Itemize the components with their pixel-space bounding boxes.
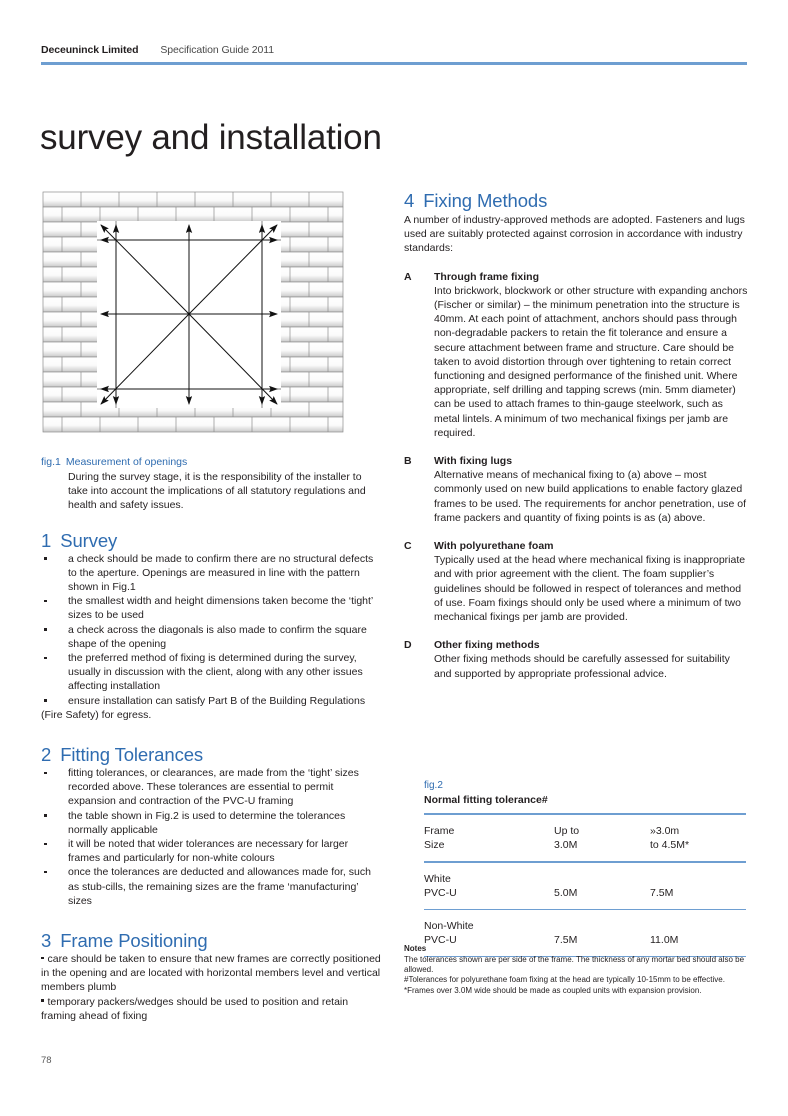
list-item	[41, 623, 381, 651]
header-company-name: Deceuninck Limited	[41, 44, 139, 56]
fixing-method-c	[404, 539, 748, 624]
list-item-text: ensure installation can satisfy Part B of the Building Regulations	[68, 694, 366, 707]
fig1-title: Measurement of openings	[65, 456, 188, 468]
section-survey-trailing-text: (Fire Safety) for egress.	[41, 708, 152, 721]
paragraph-text: temporary packers/wedges should be used to position and retain framing ahead of fixing	[41, 995, 349, 1022]
measurement-arrows	[101, 225, 277, 404]
list-item-text: it will be noted that wider tolerances are necessary for larger frames and particularly for non-white colours	[68, 838, 349, 865]
bullet-dot-icon	[44, 657, 47, 660]
table-cell-non-white-up-to-3m: 7.5M	[554, 934, 578, 946]
section-survey-heading	[41, 530, 381, 552]
section-tolerances-bullets	[41, 766, 381, 908]
bullet-dot-icon	[44, 772, 47, 775]
table-cell-white-over-3m: 7.5M	[650, 887, 674, 899]
bullet-dot-icon	[44, 843, 47, 846]
note-line: The tolerances shown are per side of the frame. The thickness of any mortar bed should also be allowed.	[404, 955, 745, 975]
note-line: *Frames over 3.0M wide should be made as coupled units with expansion provision.	[404, 985, 702, 995]
header-line-2: 3.0M	[554, 839, 578, 851]
section-positioning-heading	[41, 930, 381, 952]
list-item	[41, 766, 381, 809]
list-item	[41, 552, 381, 595]
page-number: 78	[41, 1055, 52, 1066]
section-fixing-title: Fixing Methods	[423, 190, 548, 211]
note-line: #Tolerances for polyurethane foam fixing at the head are typically 10-15mm to be effective.	[404, 975, 725, 985]
section-survey-title: Survey	[60, 529, 118, 551]
header-divider-rule	[41, 62, 747, 65]
fig1-tag: fig.1	[41, 456, 61, 468]
fig2-tolerance-table-block	[424, 779, 746, 957]
section-positioning-para-1	[41, 952, 381, 995]
section-positioning-title: Frame Positioning	[60, 930, 208, 952]
bullet-dot-icon	[44, 600, 47, 603]
list-item-text: the preferred method of fixing is determined during the survey, usually in discussion with the client, along with any other issues affecting installation	[68, 652, 363, 693]
fig2-tag: fig.2	[424, 780, 443, 791]
section-fixing-heading	[404, 190, 748, 212]
section-fitting-tolerances	[41, 744, 381, 908]
section-positioning-number: 3	[41, 930, 52, 952]
cell-line-1: Non-White	[424, 920, 474, 932]
bullet-dot-icon	[44, 814, 47, 817]
method-title: Other fixing methods	[434, 639, 540, 652]
header-line-2: Size	[424, 839, 445, 851]
method-title: With fixing lugs	[434, 455, 513, 468]
list-item-text: a check across the diagonals is also made to confirm the square shape of the opening	[68, 623, 367, 650]
left-column	[41, 188, 381, 1023]
list-item	[41, 651, 381, 694]
table-row	[424, 863, 746, 910]
method-letter: C	[404, 540, 412, 553]
method-body: Into brickwork, blockwork or other structure with expanding anchors (Fischer or similar) – the minimum penetration into the structure is 40mm. At each point of attachment, anchors should pass through non-degradable packers to retain the fit tolerance and ensure a secure attachment between frame and structure. Care should be taken to avoid distortion through over tightening to retain correct functioning and designed performance of the finished unit. Where appropriate, self drilling and tapping screws (min. 5mm diameter) can be used to attach frames to thin-gauge steelwork, such as metal lintels. A minimum of two mechanical fixings per jamb are required.	[434, 284, 748, 439]
bullet-dot-icon	[44, 557, 47, 560]
method-body: Alternative means of mechanical fixing to (a) above – most commonly used on new build applications to enable factory glazed frames to be used. The requirements for anchor penetration, use of frame packers and quantity of fixing points is as (a) above.	[434, 469, 747, 524]
list-item-text: the table shown in Fig.2 is used to determine the tolerances normally applicable	[68, 809, 346, 836]
method-letter: D	[404, 639, 412, 652]
fixing-method-d	[404, 638, 748, 681]
fixing-method-a	[404, 270, 748, 440]
header-line-2: to 4.5M*	[650, 839, 690, 851]
section-positioning-para-2	[41, 995, 381, 1023]
running-header	[41, 44, 747, 70]
table-cell-material-white	[424, 863, 554, 910]
page-title: survey and installation	[40, 118, 382, 157]
method-title: With polyurethane foam	[434, 540, 554, 553]
paragraph-text: care should be taken to ensure that new frames are correctly positioned in the opening and are located with horizontal members level and vertical members plumb	[41, 953, 381, 994]
right-column	[404, 190, 748, 681]
list-item	[41, 694, 381, 708]
list-item-text: the smallest width and height dimensions taken become the ‘tight’ sizes to be used	[68, 595, 373, 622]
fig2-title: Normal fitting tolerance#	[424, 794, 548, 806]
cell-line-2: PVC-U	[424, 934, 457, 946]
method-body: Other fixing methods should be carefully assessed for suitability and supported by appropriate professional advice.	[434, 653, 730, 680]
cell-line-2: PVC-U	[424, 887, 457, 899]
header-line-1: »3.0m	[650, 825, 680, 837]
fig1-caption	[41, 455, 381, 513]
method-letter: B	[404, 455, 412, 468]
notes-block	[404, 944, 748, 996]
section-fixing-intro: A number of industry-approved methods are adopted. Fasteners and lugs used are suitably protected against corrosion in accordance with industry standards:	[404, 214, 745, 255]
list-item-text: fitting tolerances, or clearances, are made from the ‘tight’ sizes recorded above. These tolerances are essential to permit expansion and contraction of the PVC-U framing	[68, 767, 359, 808]
list-item-text: once the tolerances are deducted and allowances made for, such as stub-cills, the remaining sizes are the frame ‘manufacturing’ sizes	[68, 866, 371, 907]
bullet-dot-icon	[44, 699, 47, 702]
header-line-1: Frame	[424, 825, 455, 837]
bullet-dot-icon	[44, 871, 47, 874]
table-cell-white-up-to-3m: 5.0M	[554, 887, 578, 899]
bullet-dot-icon	[44, 628, 47, 631]
list-item	[41, 837, 381, 865]
section-fixing-number: 4	[404, 190, 415, 211]
bullet-dot-icon	[41, 957, 44, 960]
table-header-cell-over-3m	[650, 815, 746, 862]
table-cell-non-white-over-3m: 11.0M	[650, 934, 679, 946]
section-survey-number: 1	[41, 529, 52, 551]
list-item	[41, 809, 381, 837]
table-header-cell-frame-size	[424, 815, 554, 862]
section-tolerances-title: Fitting Tolerances	[60, 744, 204, 766]
list-item	[41, 594, 381, 622]
method-title: Through frame fixing	[434, 270, 539, 283]
bullet-dot-icon	[41, 999, 44, 1002]
fig1-body: During the survey stage, it is the responsibility of the installer to take into account the implications of all statutory regulations and health and safety issues.	[68, 471, 366, 512]
section-frame-positioning	[41, 930, 381, 1023]
fig1-opening-diagram	[41, 188, 345, 442]
notes-title: Notes	[404, 944, 427, 953]
section-survey	[41, 530, 381, 722]
method-letter: A	[404, 270, 412, 283]
table-header-cell-up-to-3m	[554, 815, 650, 862]
notes-body	[404, 955, 748, 996]
section-tolerances-number: 2	[41, 744, 52, 766]
method-body: Typically used at the head where mechanical fixing is inappropriate and with prior agreement with the client. The foam supplier’s guidelines should be followed in respect of tolerances and method of use. Foam fixings should only be used where a minimum of two mechanical fixings per jamb are provided.	[434, 554, 746, 624]
list-item-text: a check should be made to confirm there are no structural defects to the aperture. Openings are measured in line with the pattern shown in Fig.1	[68, 552, 374, 594]
cell-line-1: White	[424, 873, 451, 885]
table-header-row	[424, 815, 746, 862]
section-survey-bullets	[41, 552, 381, 708]
normal-fitting-tolerance-table	[424, 813, 746, 957]
list-item	[41, 865, 381, 908]
fixing-method-b	[404, 454, 748, 525]
section-tolerances-heading	[41, 744, 381, 766]
header-line-1: Up to	[554, 825, 580, 837]
header-guide-title: Specification Guide 2011	[160, 44, 274, 56]
